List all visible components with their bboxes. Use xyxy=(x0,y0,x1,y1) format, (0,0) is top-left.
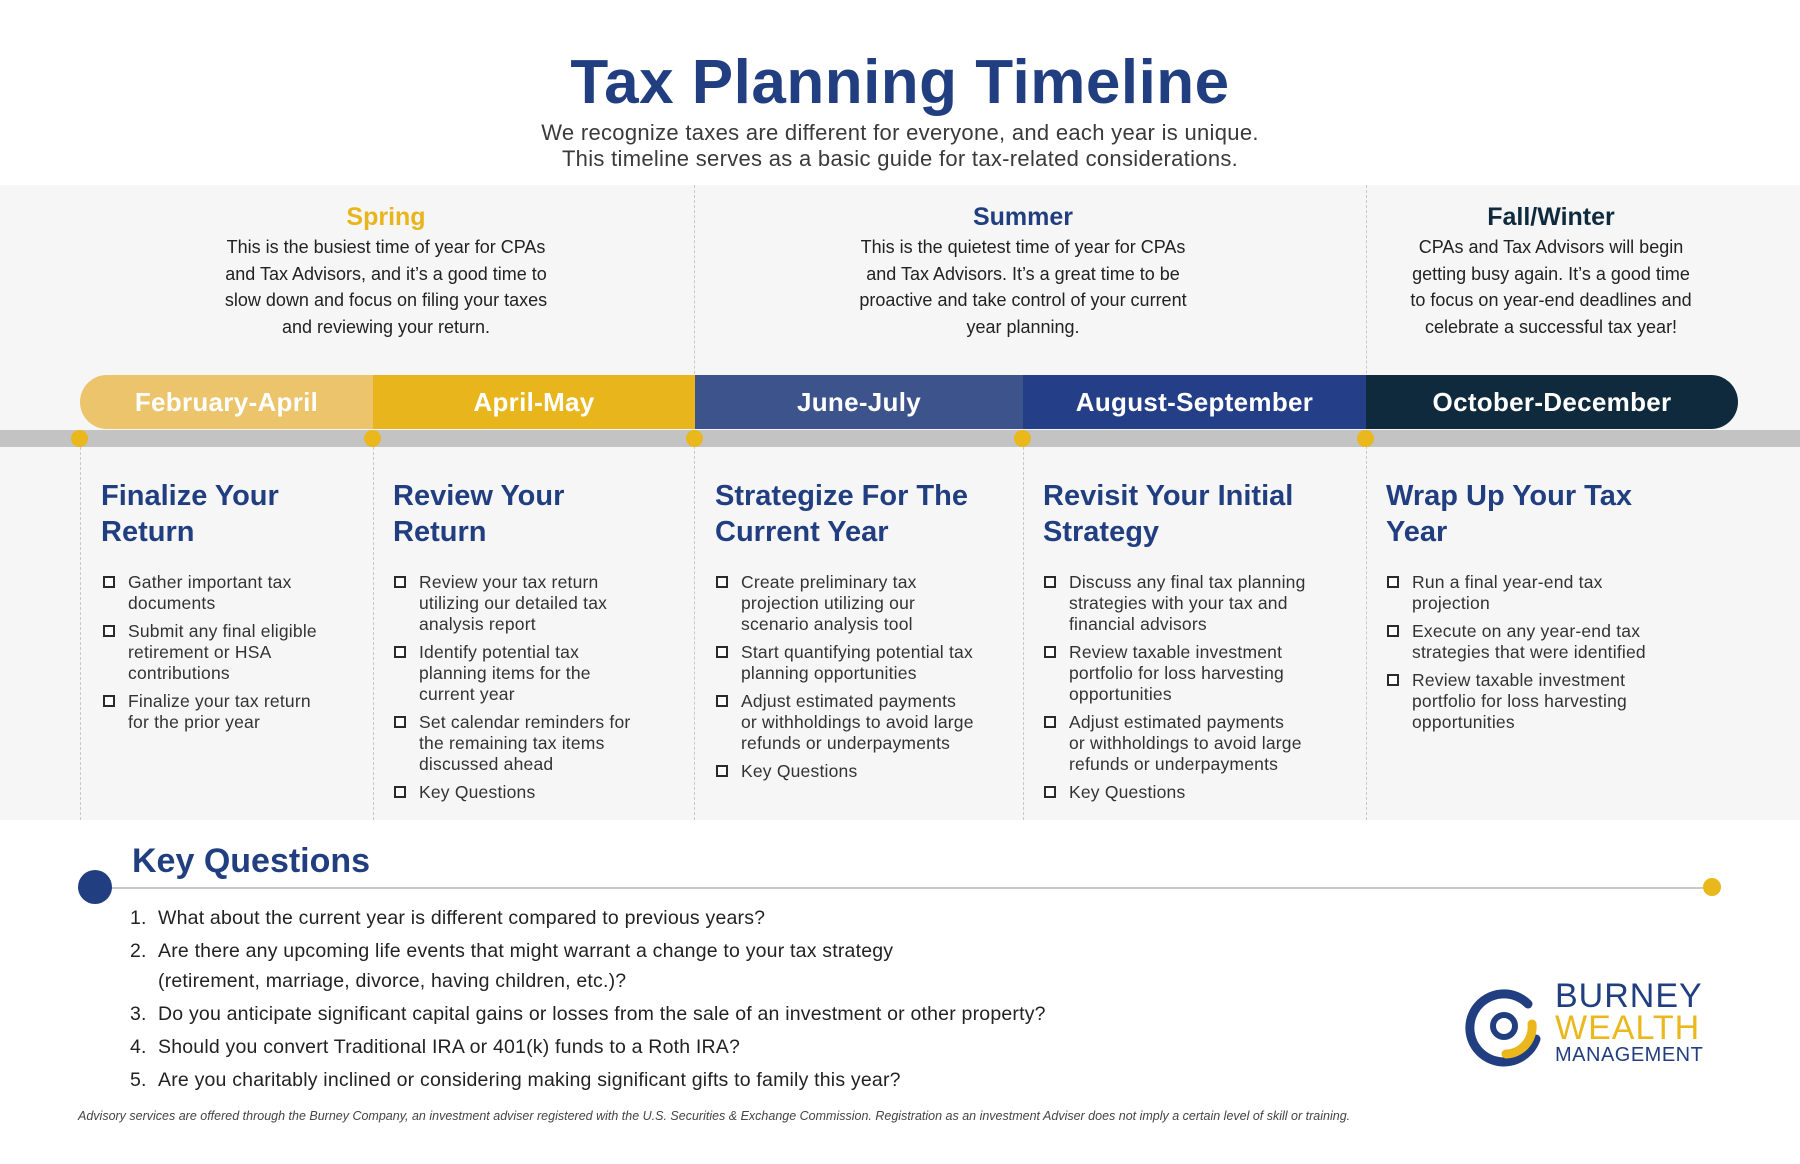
checkbox-icon xyxy=(1044,786,1056,798)
phase-june-july: June-July xyxy=(695,375,1023,429)
timeline-dot xyxy=(364,430,381,447)
checkbox-icon xyxy=(716,765,728,777)
task-item: Review your tax return utilizing our detailed tax analysis report xyxy=(393,572,693,635)
checkbox-icon xyxy=(716,646,728,658)
checkbox-icon xyxy=(1044,576,1056,588)
key-questions-divider xyxy=(95,887,1713,889)
task-item: Review taxable investment portfolio for loss harvesting opportunities xyxy=(1043,642,1363,705)
task-item: Create preliminary tax projection utilizing our scenario analysis tool xyxy=(715,572,1020,635)
timeline-rail xyxy=(0,430,1800,447)
task-item: Key Questions xyxy=(1043,782,1363,803)
task-item: Finalize your tax return for the prior year xyxy=(102,691,372,733)
checkbox-icon xyxy=(1044,716,1056,728)
checkbox-icon xyxy=(1044,646,1056,658)
phase-october-december: October-December xyxy=(1366,375,1738,429)
checkbox-icon xyxy=(1387,625,1399,637)
timeline-dot xyxy=(1014,430,1031,447)
season-title: Fall/Winter xyxy=(1487,203,1615,231)
subtitle-line-1: We recognize taxes are different for everyone, and each year is unique. xyxy=(541,120,1259,145)
task-item: Discuss any final tax planning strategies with your tax and financial advisors xyxy=(1043,572,1363,635)
checkbox-icon xyxy=(1387,576,1399,588)
season-fall-winter xyxy=(1371,200,1731,340)
checkbox-icon xyxy=(394,716,406,728)
task-item: Execute on any year-end tax strategies that were identified xyxy=(1386,621,1716,663)
timeline-dot xyxy=(686,430,703,447)
task-list xyxy=(1043,572,1363,810)
season-title: Spring xyxy=(346,203,426,231)
season-description: This is the quietest time of year for CPAs and Tax Advisors. It’s a great time to be proactive and take control of your current year planning. xyxy=(859,237,1187,337)
season-description: CPAs and Tax Advisors will begin getting busy again. It’s a good time to focus on year-end deadlines and celebrate a successful tax year! xyxy=(1410,237,1692,337)
season-summer xyxy=(813,200,1233,340)
page-title: Tax Planning Timeline xyxy=(570,48,1230,117)
logo-wordmark: BURNEY WEALTH MANAGEMENT xyxy=(1555,977,1704,1066)
season-description: This is the busiest time of year for CPAs and Tax Advisors, and it’s a good time to slow down and focus on filing your taxes and reviewing your return. xyxy=(224,237,548,337)
divider-dot-gold xyxy=(1703,878,1721,896)
task-item: Submit any final eligible retirement or HSA contributions xyxy=(102,621,372,684)
phase-august-september: August-September xyxy=(1023,375,1366,429)
question-item: 1. What about the current year is different compared to previous years? xyxy=(130,907,766,929)
column-title: Wrap Up Your Tax Year xyxy=(1386,480,1633,548)
task-item: Key Questions xyxy=(393,782,693,803)
divider-dot-navy xyxy=(78,870,112,904)
timeline-dot xyxy=(1357,430,1374,447)
season-divider xyxy=(1366,185,1367,820)
subtitle-line-2: This timeline serves as a basic guide for tax-related considerations. xyxy=(561,146,1239,171)
task-item: Set calendar reminders for the remaining tax items discussed ahead xyxy=(393,712,693,775)
column-title: Revisit Your Initial Strategy xyxy=(1043,480,1294,548)
checkbox-icon xyxy=(1387,674,1399,686)
phase-april-may: April-May xyxy=(373,375,695,429)
question-item: 5. Are you charitably inclined or considering making significant gifts to family this year? xyxy=(130,1069,901,1091)
logo-mark-icon xyxy=(1462,984,1547,1069)
timeline-dot xyxy=(71,430,88,447)
column-title: Strategize For The Current Year xyxy=(715,480,968,548)
season-divider xyxy=(694,185,695,820)
question-item: 3. Do you anticipate significant capital gains or losses from the sale of an investment or other property? xyxy=(130,1003,1046,1025)
task-item: Key Questions xyxy=(715,761,1020,782)
disclaimer: Advisory services are offered through the Burney Company, an investment adviser registered with the U.S. Securities & Exchange Commission. Registration as an investment Adviser does not imply a certain level of skill or training. xyxy=(78,1109,1351,1123)
task-item: Adjust estimated payments or withholdings to avoid large refunds or underpayments xyxy=(1043,712,1363,775)
checkbox-icon xyxy=(716,576,728,588)
task-item: Run a final year-end tax projection xyxy=(1386,572,1716,614)
phase-february-april: February-April xyxy=(80,375,373,429)
season-title: Summer xyxy=(972,203,1074,231)
header xyxy=(0,0,1800,185)
task-list xyxy=(393,572,693,810)
checkbox-icon xyxy=(394,576,406,588)
checkbox-icon xyxy=(103,625,115,637)
task-item: Review taxable investment portfolio for loss harvesting opportunities xyxy=(1386,670,1716,733)
checkbox-icon xyxy=(394,786,406,798)
task-list xyxy=(715,572,1020,789)
task-list xyxy=(102,572,372,740)
checkbox-icon xyxy=(103,695,115,707)
key-questions-title: Key Questions xyxy=(132,842,371,880)
task-list xyxy=(1386,572,1716,740)
task-item: Gather important tax documents xyxy=(102,572,372,614)
season-spring xyxy=(176,200,596,340)
checkbox-icon xyxy=(716,695,728,707)
question-item: 4. Should you convert Traditional IRA or 401(k) funds to a Roth IRA? xyxy=(130,1036,741,1058)
question-item: 2. Are there any upcoming life events that might warrant a change to your tax strategy (retirement, marriage, divorce, having children, etc.)? xyxy=(130,940,894,992)
task-item: Start quantifying potential tax planning opportunities xyxy=(715,642,1020,684)
task-item: Identify potential tax planning items for the current year xyxy=(393,642,693,705)
column-title: Review Your Return xyxy=(393,480,565,548)
task-item: Adjust estimated payments or withholdings to avoid large refunds or underpayments xyxy=(715,691,1020,754)
checkbox-icon xyxy=(394,646,406,658)
column-divider xyxy=(1023,447,1024,820)
column-title: Finalize Your Return xyxy=(101,480,279,548)
column-divider xyxy=(373,447,374,820)
key-questions-list xyxy=(130,903,1360,1098)
checkbox-icon xyxy=(103,576,115,588)
company-logo xyxy=(1462,977,1722,1070)
column-divider xyxy=(80,447,81,820)
